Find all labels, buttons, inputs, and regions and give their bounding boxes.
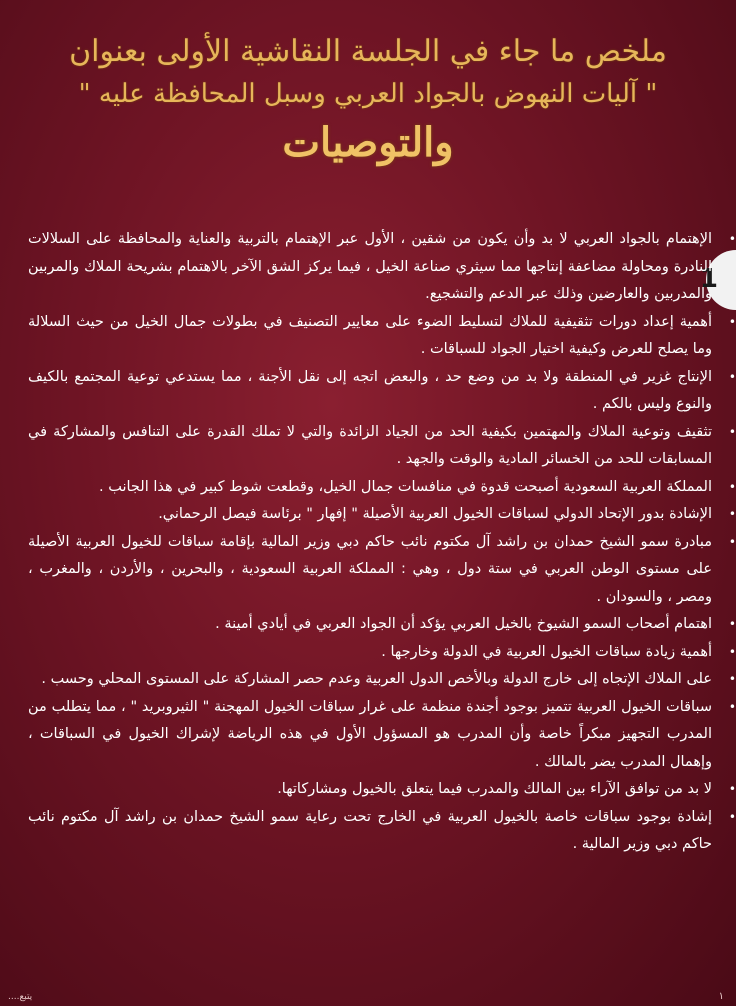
list-item xyxy=(28,694,736,777)
bullet-icon: • xyxy=(728,672,736,686)
list-item-text: على الملاك الإتجاه إلى خارج الدولة وبالأخص الدول العربية وعدم حصر المشاركة على المستوى المحلي وحسب . xyxy=(41,671,712,687)
continued-note: يتبع.... xyxy=(8,992,33,1002)
bullet-icon: • xyxy=(728,809,736,824)
list-item xyxy=(28,529,736,612)
bullet-icon: • xyxy=(728,507,736,521)
list-item-text: إشادة بوجود سباقات خاصة بالخيول العربية في الخارج تحت رعاية سمو الشيخ حمدان بن راشد آل مكتوم نائب حاكم دبي وزير المالية . xyxy=(28,808,712,852)
list-item-text: الإشادة بدور الإتحاد الدولي لسباقات الخيول العربية الأصيلة " إفهار " برئاسة فيصل الرحماني. xyxy=(158,506,712,522)
list-item-text: الإنتاج غزير في المنطقة ولا بد من وضع حد ، والبعض اتجه إلى نقل الأجنة ، مما يستدعي توعية المجتمع بالكيف والنوع وليس بالكم . xyxy=(28,368,712,412)
title-line-3: والتوصيات xyxy=(282,119,454,166)
list-item xyxy=(28,666,736,694)
list-item xyxy=(28,639,736,667)
list-item xyxy=(28,474,736,502)
bullet-icon: • xyxy=(728,699,736,714)
bullet-icon: • xyxy=(728,424,736,439)
list-item xyxy=(28,309,736,364)
bullet-icon: • xyxy=(728,314,736,329)
bullet-icon: • xyxy=(728,232,736,246)
bullet-icon: • xyxy=(728,534,736,549)
list-item-text: سباقات الخيول العربية تتميز بوجود أجندة منظمة على غرار سباقات الخيول المهجنة " الثيروبريد " ، مما يتطلب من المدرب التجهيز مبكراً خاصة وأن المدرب هو المسؤول الأول في هذه الرياضة لإشراك الخيول في السباقات ، وإهمال المدرب يضر بالمالك . xyxy=(28,698,712,770)
recommendations-list xyxy=(28,226,736,859)
list-item-text: الإهتمام بالجواد العربي لا بد وأن يكون من شقين ، الأول عبر الإهتمام بالتربية والعناية والمحافظة على السلالات النادرة ومحاولة مضاعفة إنتاجها مما سيثري صناعة الخيل ، فيما يركز الشق الآخر بالاهتمام بشريحة الملاك والمربين والمدربين والعارضين وذلك عبر الدعم والتشجيع. xyxy=(28,231,712,302)
list-item-text: المملكة العربية السعودية أصبحت قدوة في منافسات جمال الخيل، وقطعت شوط كبير في هذا الجانب . xyxy=(99,478,712,495)
list-item-text: أهمية زيادة سباقات الخيول العربية في الدولة وخارجها . xyxy=(381,643,712,660)
list-item-text: تثقيف وتوعية الملاك والمهتمين بكيفية الحد من الجياد الزائدة والتي لا تملك القدرة على التنافس والمشاركة في المسابقات للحد من الخسائر المادية والوقت والجهد . xyxy=(28,423,712,467)
bullet-icon: • xyxy=(728,644,736,659)
list-item xyxy=(28,776,736,804)
list-item xyxy=(28,611,736,639)
list-item xyxy=(28,419,736,474)
title-line-1: ملخص ما جاء في الجلسة النقاشية الأولى بعنوان xyxy=(69,34,667,69)
bullet-icon: • xyxy=(728,479,736,494)
list-item xyxy=(28,226,736,309)
title-line-2: " آليات النهوض بالجواد العربي وسبل المحافظة عليه " xyxy=(78,79,658,109)
bullet-icon: • xyxy=(728,782,736,796)
page-number: ١ xyxy=(718,991,724,1002)
list-item xyxy=(28,501,736,529)
list-item-text: مبادرة سمو الشيخ حمدان بن راشد آل مكتوم نائب حاكم دبي وزير المالية بإقامة سباقات للخيول العربية الأصيلة على مستوى الوطن العربي في ستة دول ، وهي : المملكة العربية السعودية ، والبحرين ، والأردن ، والمغرب ، ومصر ، والسودان . xyxy=(28,533,712,605)
list-item-text: لا بد من توافق الآراء بين المالك والمدرب فيما يتعلق بالخيول ومشاركاتها. xyxy=(277,781,712,797)
side-tab-number: 1 xyxy=(699,264,718,294)
bullet-icon: • xyxy=(728,617,736,631)
list-item-text: اهتمام أصحاب السمو الشيوخ بالخيل العربي يؤكد أن الجواد العربي في أيادي أمينة . xyxy=(215,616,712,632)
title-block xyxy=(0,30,736,172)
bullet-icon: • xyxy=(728,369,736,384)
list-item xyxy=(28,364,736,419)
list-item xyxy=(28,804,736,859)
list-item-text: أهمية إعداد دورات تثقيفية للملاك لتسليط الضوء على معايير التصنيف في بطولات جمال الخيل من حيث السلالة وما يصلح للعرض وكيفية اختيار الجواد للسباقات . xyxy=(28,313,712,357)
